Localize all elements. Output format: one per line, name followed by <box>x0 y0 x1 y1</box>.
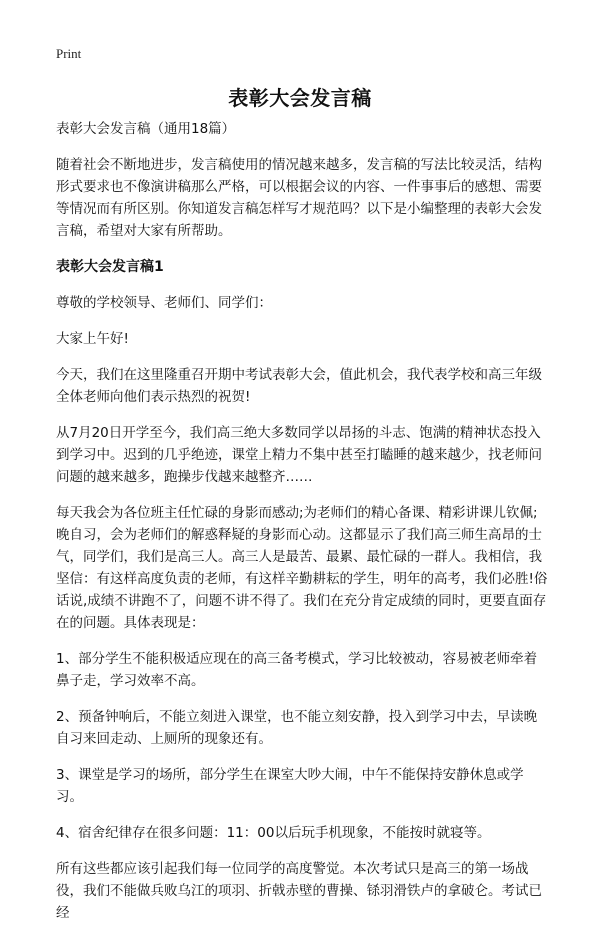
list-item-paragraph: 3、课堂是学习的场所，部分学生在课室大吵大闹，中午不能保持安静休息或学习。 <box>56 767 524 805</box>
salutation-paragraph: 尊敬的学校领导、老师们、同学们： <box>56 295 272 311</box>
body-paragraph: 今天，我们在这里隆重召开期中考试表彰大会，值此机会，我代表学校和高三年级全体老师向他们表示热烈的祝贺! <box>56 367 542 405</box>
section-heading: 表彰大会发言稿1 <box>56 259 164 275</box>
body-paragraph: 所有这些都应该引起我们每一位同学的高度警觉。本次考试只是高三的第一场战役，我们不能做兵败乌江的项羽、折戟赤壁的曹操、铩羽滑铁卢的拿破仑。考试已经 <box>56 861 542 921</box>
list-item-paragraph: 4、宿舍纪律存在很多问题：11：00以后玩手机现象，不能按时就寝等。 <box>56 825 491 841</box>
body-paragraph: 每天我会为各位班主任忙碌的身影而感动;为老师们的精心备课、精彩讲课儿钦佩;晚自习，会为老师们的解惑释疑的身影而心动。这都显示了我们高三师生高昂的士气，同学们，我们是高三人。高三人是最苦、最累、最忙碌的一群人。我相信，我坚信：有这样高度负责的老师，有这样辛勤耕耘的学生，明年的高考，我们必胜!俗话说,成绩不讲跑不了，问题不讲不得了。我们在充分肯定成绩的同时，更要直面存在的问题。具体表现是： <box>56 505 548 631</box>
body-paragraph: 从7月20日开学至今，我们高三绝大多数同学以昂扬的斗志、饱满的精神状态投入到学习中。迟到的几乎绝迹，课堂上精力不集中甚至打瞌睡的越来越少，找老师问问题的越来越多，跑操步伐越来越整齐…… <box>56 425 542 485</box>
greeting-paragraph: 大家上午好! <box>56 331 129 347</box>
print-link[interactable]: Print <box>56 46 82 61</box>
list-item-paragraph: 1、部分学生不能积极适应现在的高三备考模式，学习比较被动，容易被老师牵着鼻子走，学习效率不高。 <box>56 651 538 689</box>
document-title: 表彰大会发言稿 <box>228 86 372 110</box>
intro-paragraph: 随着社会不断地进步，发言稿使用的情况越来越多，发言稿的写法比较灵活，结构形式要求也不像演讲稿那么严格，可以根据会议的内容、一件事事后的感想、需要等情况而有所区别。你知道发言稿怎样写才规范吗？以下是小编整理的表彰大会发言稿，希望对大家有所帮助。 <box>56 157 542 239</box>
list-item-paragraph: 2、预备钟响后，不能立刻进入课堂，也不能立刻安静，投入到学习中去，早读晚自习来回走动、上厕所的现象还有。 <box>56 709 538 747</box>
document-subtitle: 表彰大会发言稿（通用18篇） <box>56 121 236 137</box>
document-body <box>56 118 550 938</box>
